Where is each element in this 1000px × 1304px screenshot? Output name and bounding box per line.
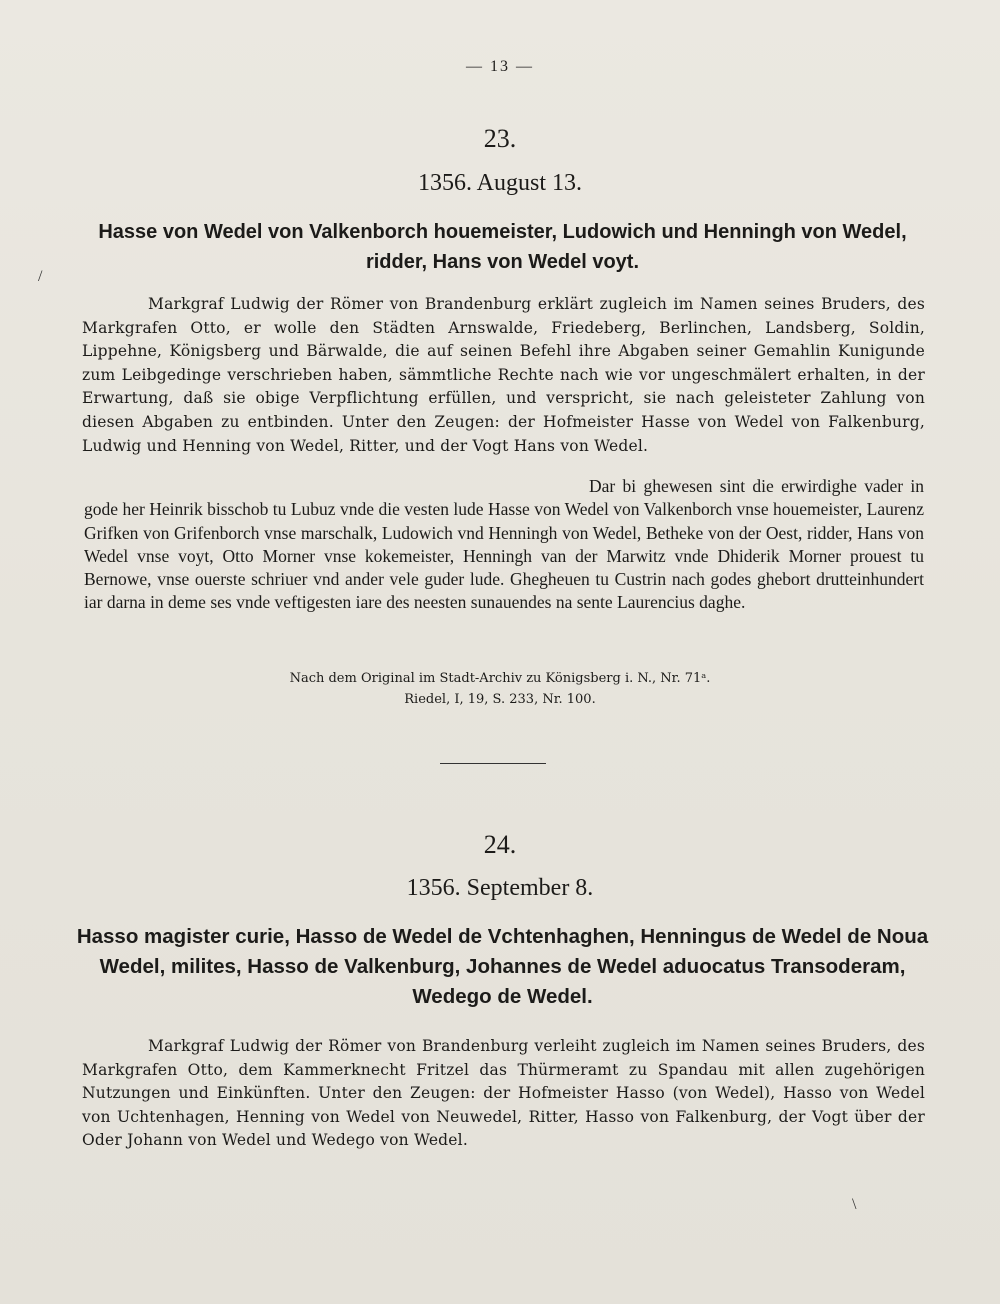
entry-summary: Markgraf Ludwig der Römer von Brandenburg verleiht zugleich im Namen seines Bruders, des Markgrafen Otto, dem Kammerknecht Fritzel das Thürmeramt zu Spandau mit allen zugehörigen Nutzungen und Einkünften. Unter den Zeugen: der Hofmeister Hasso (von Wedel), Hasso von Wedel von Uchtenhagen, Henning von Wedel von Neuwedel, Ritter, Hasso von Falkenburg, der Vogt über der Oder Johann von Wedel und Wedego von Wedel.: [82, 1037, 925, 1150]
entry-quote: Dar bi ghewesen sint die erwirdighe vader in gode her Heinrik bisschob tu Lubuz vnde die vesten lude Hasse von Wedel von Valkenborch vnse houemeister, Laurenz Grifken von Grifenborch vnse marschalk, Ludowich vnd Henningh von Wedel, Betheke von der Oest, ridder, Hans von Wedel vnse voyt, Otto Morner vnse kokemeister, Henningh van der Marwitz vnde Dhiderik Morner prouest tu Bernowe, vnse ouerste schriuer vnd ander vele guder lude. Ghegheuen tu Custrin nach godes ghebort drutteinhundert iar darna in deme ses vnde veftigesten iare des neesten sunauendes na sente Laurencius daghe.: [84, 476, 924, 613]
entry-date: 1356. August 13.: [417, 170, 582, 196]
entry-number: 24.: [483, 830, 517, 859]
entry-date: 1356. September 8.: [406, 875, 594, 901]
page-number: — 13 —: [466, 58, 534, 75]
margin-mark: /: [38, 268, 43, 285]
entry-heading: Hasso magister curie, Hasso de Wedel de Vchtenhaghen, Henningus de Wedel de Noua Wedel, milites, Hasso de Valkenburg, Johannes de Wedel aduocatus Transoderam, Wedego de Wedel.: [76, 925, 929, 1008]
entry-summary: Markgraf Ludwig der Römer von Brandenburg erklärt zugleich im Namen seines Bruders, des Markgrafen Otto, er wolle den Städten Arnswalde, Friedeberg, Berlinchen, Landsberg, Soldin, Lippehne, Königsberg und Bärwalde, die auf seinen Befehl ihre Abgaben seiner Gemahlin Kunigunde zum Leibgedinge verschrieben haben, sämmtliche Rechte nach wie vor ungeschmälert erhalten, in der Erwartung, daß sie obige Verpflichtung erfüllen, und verspricht, sie nach geleisteter Zahlung von diesen Abgaben zu entbinden. Unter den Zeugen: der Hofmeister Hasse von Wedel von Falkenburg, Ludwig und Henning von Wedel, Ritter, und der Vogt Hans von Wedel.: [82, 295, 925, 455]
source-line: Riedel, I, 19, S. 233, Nr. 100.: [404, 692, 596, 707]
entry-heading: Hasse von Wedel von Valkenborch houemeister, Ludowich und Henningh von Wedel, ridder, Hans von Wedel voyt.: [98, 221, 907, 273]
entry-number: 23.: [483, 124, 517, 153]
section-divider: [440, 763, 546, 764]
margin-mark: \: [852, 1196, 857, 1213]
source-line: Nach dem Original im Stadt-Archiv zu Königsberg i. N., Nr. 71ᵃ.: [289, 671, 711, 686]
